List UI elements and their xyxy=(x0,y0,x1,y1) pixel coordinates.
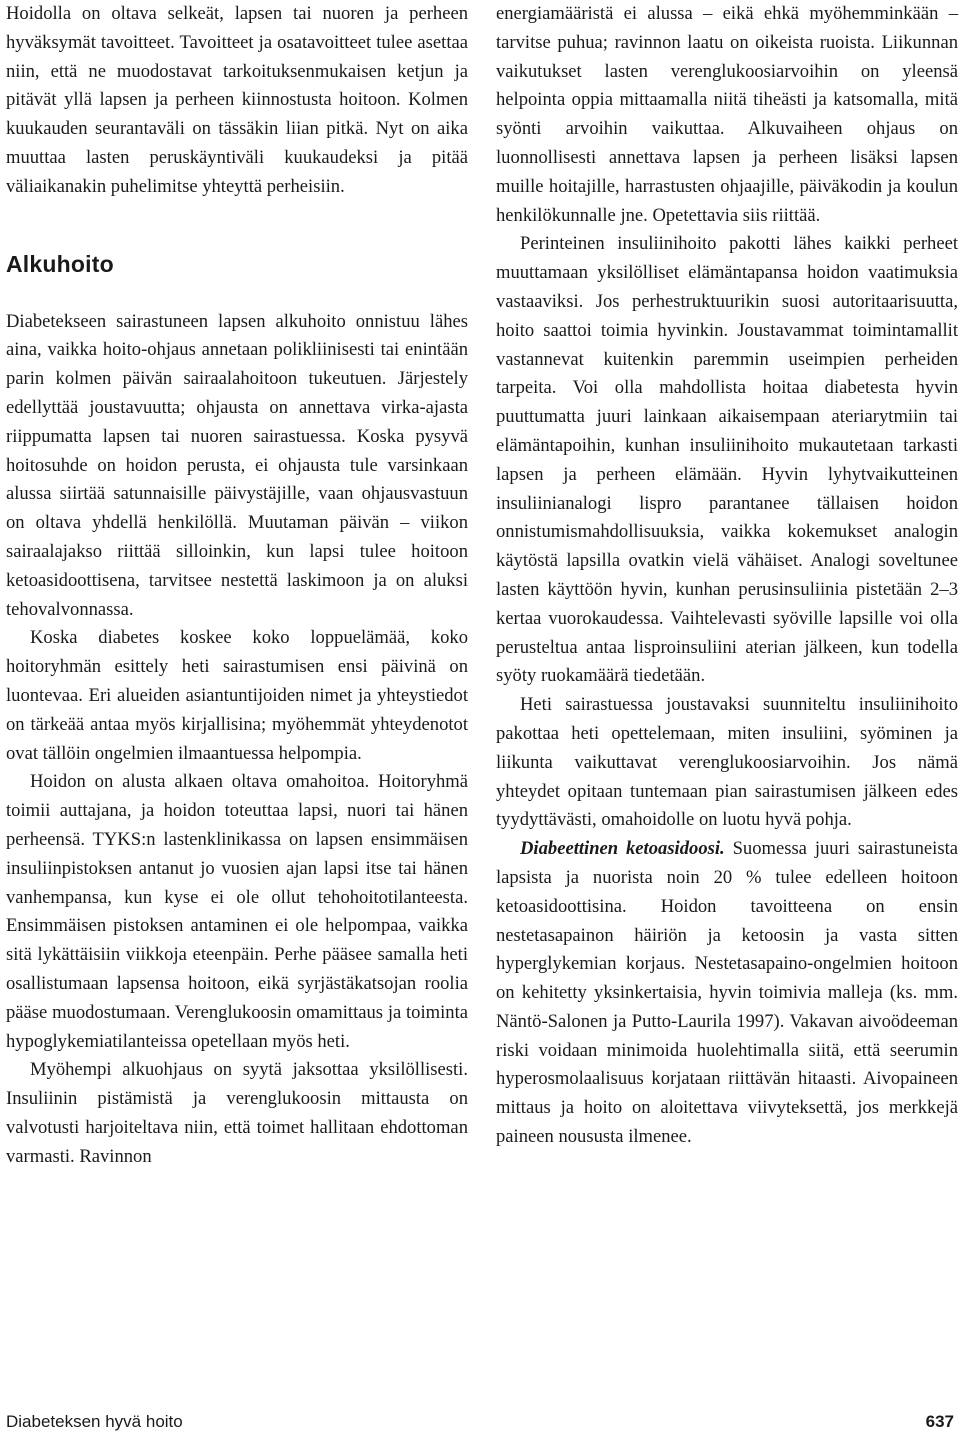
run-in-heading-ketoacidosis: Diabeettinen ketoasidoosi. xyxy=(520,838,725,860)
body-paragraph: Hoidon on alusta alkaen oltava omahoitoa. Hoitoryhmä toimii auttajana, ja hoidon toteuttaa lapsi, nuori tai hänen perheensä. TYKS:n lastenklinikassa on lapsen ensimmäisen insuliinpistoksen antanut jo vuosien ajan lapsi itse tai hänen vanhempansa, kun kyse ei ole ollut tehohoitotilanteesta. Ensimmäisen pistoksen antaminen ei ole helpompaa, vaikka sitä lykättäisiin viikkoja eteenpäin. Perhe pääsee samalla heti osallistumaan lapsensa hoitoon, eikä syrjästäkatsojan roolia pääse muodostumaan. Verenglukoosin omamittaus ja toiminta hypoglykemiatilanteissa opetellaan myös heti. xyxy=(6,771,468,1052)
ketoacidosis-paragraph xyxy=(496,835,958,1152)
continuation-paragraph: energiamääristä ei alussa – eikä ehkä myöhemminkään – tarvitse puhua; ravinnon laatu on oikeista ruoista. Liikunnan vaikutukset lasten verenglukoosiarvoihin on yleensä helpointa oppia mittaamalla niitä tiheästi ja katsomalla, mitä syönti arvoihin vaikuttaa. Alkuvaiheen ohjaus on luonnollisesti annettava lapsen ja perheen lisäksi lapsen muille hoitajille, harrastusten ohjaajille, päiväkodin ja koulun henkilökunnalle jne. Opetettavia siis riittää. xyxy=(496,3,958,226)
section-heading-alkuhoito: Alkuhoito xyxy=(6,250,114,277)
body-paragraph: Diabetekseen sairastuneen lapsen alkuhoito onnistuu lähes aina, vaikka hoito-ohjaus annetaan polikliinisesti tai enintään parin kolmen päivän sairaalahoitoon tukeutuen. Järjestely edellyttää joustavuutta; ohjausta on annettava virka-ajasta riippumatta lapsen tai nuoren sairastuessa. Koska pysyvä hoitosuhde on hoidon perusta, ei ohjausta tule varsinkaan alussa siirtää satunnaisille päivystäjille, vaan ohjausvastuun on oltava yhdellä henkilöllä. Muutaman päivän – viikon sairaalajakso riittää silloinkin, kun lapsi tulee hoitoon ketoasidoottisena, tarvitsee nestettä laskimoon ja on aluksi tehovalvonnassa. xyxy=(6,310,468,620)
ketoacidosis-text: Suomessa juuri sairastuneista lapsista ja nuorista noin 20 % tulee edelleen hoitoon ketoasidoottisina. Hoidon tavoitteena on ensin nestetasapainon häiriön ja ketoosin ja vasta sitten hyperglykemian korjaus. Nestetasapaino-ongelmien hoitoon on kehitetty yksinkertaisia, hyvin toimivia malleja (ks. mm. Näntö-Salonen ja Putto-Laurila 1997). Vakavan aivoödeeman riski voidaan minimoida huolehtimalla siitä, että seerumin hyperosmolaalisuus korjataan riittävän hitaasti. Aivopaineen mittaus ja hoito on aloitettava viivyteksettä, jos merkkejä paineen noususta ilmenee. xyxy=(496,838,958,1148)
body-paragraph: Myöhempi alkuohjaus on syytä jaksottaa yksilöllisesti. Insuliinin pistämistä ja verenglukoosin mittausta on valvotusti harjoiteltava niin, että toimet hallitaan ehdottoman varmasti. Ravinnon xyxy=(6,1059,468,1167)
intro-paragraph: Hoidolla on oltava selkeät, lapsen tai nuoren ja perheen hyväksymät tavoitteet. Tavoitteet ja osatavoitteet tulee asettaa niin, että ne muodostavat tarkoituksenmukaisen ketjun ja pitävät yllä lapsen ja perheen kiinnostusta hoitoon. Kolmen kuukauden seurantaväli on tässäkin liian pitkä. Nyt on aika muuttaa lasten peruskäyntiväli kuukaudeksi ja pitää väliaikanakin puhelimitse yhteyttä perheisiin. xyxy=(6,3,468,197)
right-column xyxy=(496,0,958,1152)
journal-title: Diabeteksen hyvä hoito xyxy=(6,1412,183,1431)
body-paragraph: Heti sairastuessa joustavaksi suunniteltu insuliinihoito pakottaa heti opettelemaan, miten insuliini, syöminen ja liikunta vaikuttavat verenglukoosiarvoihin. Jos nämä yhteydet opitaan tuntemaan pian sairastumisen jälkeen edes tyydyttävästi, omahoidolle on luotu hyvä pohja. xyxy=(496,694,958,831)
page-number: 637 xyxy=(925,1412,954,1431)
body-paragraph: Koska diabetes koskee koko loppuelämää, koko hoitoryhmän esittely heti sairastumisen ensi päivinä on luontevaa. Eri alueiden asiantuntijoiden nimet ja yhteystiedot on tärkeää antaa myös kirjallisina; myöhemmät yhteydenotot ovat tällöin ongelmien ilmaantuessa helpompia. xyxy=(6,627,468,764)
left-column xyxy=(6,0,468,1171)
body-paragraph: Perinteinen insuliinihoito pakotti lähes kaikki perheet muuttamaan yksilölliset elämäntapansa hoidon vaatimuksia vastaaviksi. Jos perhestruktuurikin suosi autoritaarisuutta, hoito saattoi toimia hyvinkin. Joustavammat toimintamallit vastannevat kuitenkin paremmin useimpien perheiden tarpeita. Voi olla mahdollista hoitaa diabetesta hyvin puuttumatta juuri lainkaan aikaisempaan ateriarytmiin tai elämäntapoihin, kunhan insuliinihoito mukautetaan tarkasti lapsen ja perheen elämään. Hyvin lyhytvaikutteinen insuliinianalogi lispro parantanee tällaisen hoidon onnistumismahdollisuuksia, vaikka kokemukset analogin käytöstä lapsilla ovatkin vielä vähäiset. Analogi soveltunee lasten käyttöön hyvin, kunhan perusinsuliinia pistetään 2–3 kertaa vuorokaudessa. Vaihtelevasti syöville lapsille voi olla perusteltua antaa lisproinsuliini aterian jälkeen, kun todella syöty ruokamäärä tiedetään. xyxy=(496,233,958,687)
